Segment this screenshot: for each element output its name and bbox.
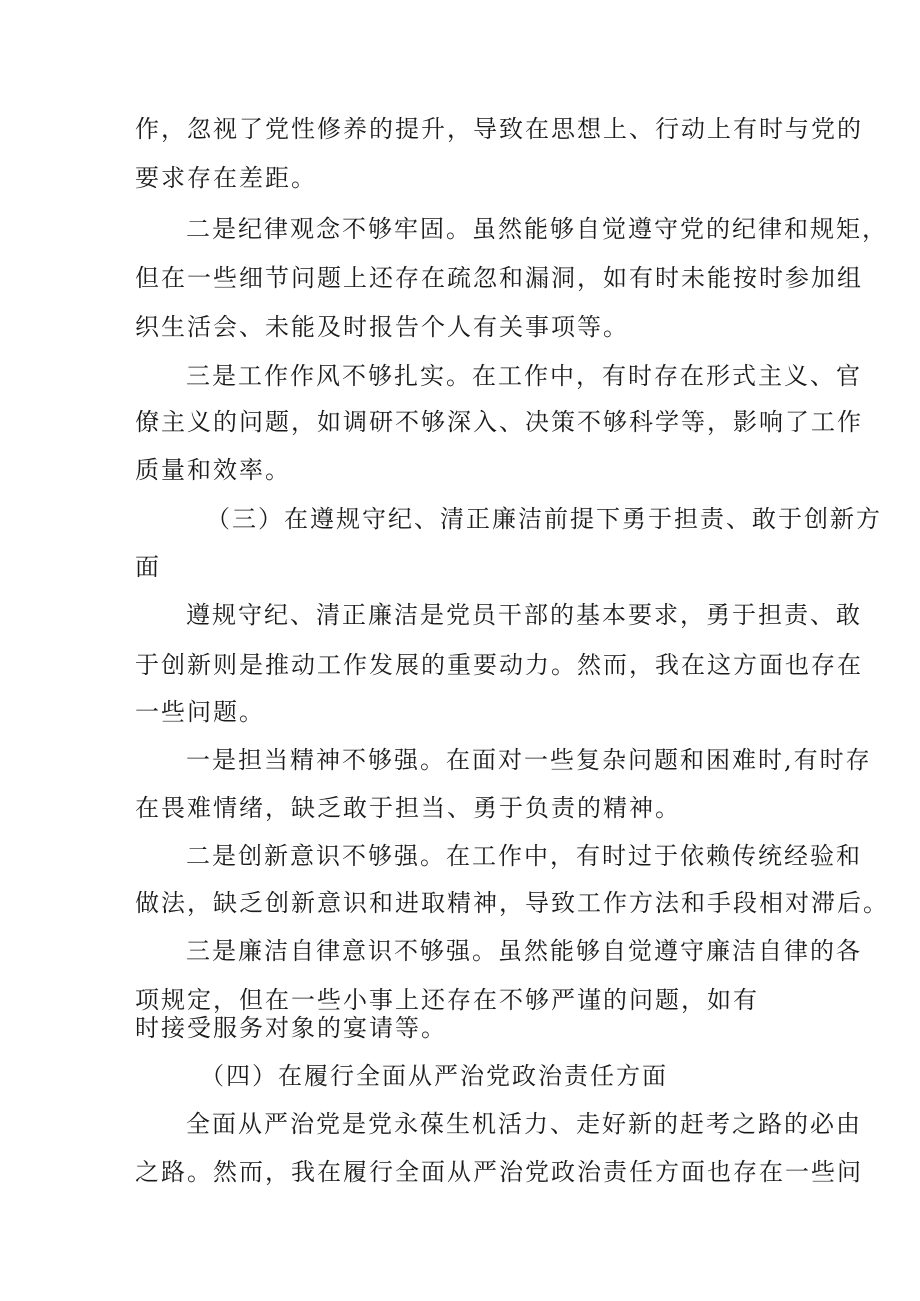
section-heading-continuation: 面 bbox=[135, 553, 161, 581]
paragraph-start: 三是工作作风不够扎实。在工作中，有时存在形式主义、官 bbox=[186, 362, 862, 390]
text-line: 之路。然而，我在履行全面从严治党政治责任方面也存在一些问 bbox=[135, 1158, 863, 1186]
text-line: 僚主义的问题，如调研不够深入、决策不够科学等，影响了工作 bbox=[135, 408, 863, 436]
section-heading: （四）在履行全面从严治党政治责任方面 bbox=[200, 1062, 668, 1090]
text-line: 一些问题。 bbox=[135, 698, 265, 726]
text-line: 时接受服务对象的宴请等。 bbox=[135, 1014, 447, 1042]
section-heading: （三）在遵规守纪、清正廉洁前提下勇于担责、敢于创新方 bbox=[206, 505, 882, 533]
text-line: 质量和效率。 bbox=[135, 456, 291, 484]
paragraph-start: 二是纪律观念不够牢固。虽然能够自觉遵守党的纪律和规矩， bbox=[186, 215, 888, 243]
text-line: 在畏难情绪，缺乏敢于担当、勇于负责的精神。 bbox=[135, 794, 681, 822]
text-line: 作，忽视了党性修养的提升，导致在思想上、行动上有时与党的 bbox=[135, 115, 863, 143]
text-line: 于创新则是推动工作发展的重要动力。然而，我在这方面也存在 bbox=[135, 651, 863, 679]
text-line: 织生活会、未能及时报告个人有关事项等。 bbox=[135, 313, 629, 341]
paragraph-start: 一是担当精神不够强。在面对一些复杂问题和困难时,有时存 bbox=[186, 746, 872, 774]
text-line: 要求存在差距。 bbox=[135, 164, 317, 192]
paragraph-start: 二是创新意识不够强。在工作中，有时过于依赖传统经验和 bbox=[186, 842, 862, 870]
text-line: 做法，缺乏创新意识和进取精神，导致工作方法和手段相对滞后。 bbox=[135, 889, 889, 917]
text-line: 但在一些细节问题上还存在疏忽和漏洞，如有时未能按时参加组 bbox=[135, 264, 863, 292]
text-line: 项规定，但在一些小事上还存在不够严谨的问题，如有 bbox=[135, 986, 759, 1014]
paragraph-start: 三是廉洁自律意识不够强。虽然能够自觉遵守廉洁自律的各 bbox=[186, 937, 862, 965]
paragraph-start: 全面从严治党是党永葆生机活力、走好新的赶考之路的必由 bbox=[186, 1110, 862, 1138]
paragraph-start: 遵规守纪、清正廉洁是党员干部的基本要求，勇于担责、敢 bbox=[186, 601, 862, 629]
